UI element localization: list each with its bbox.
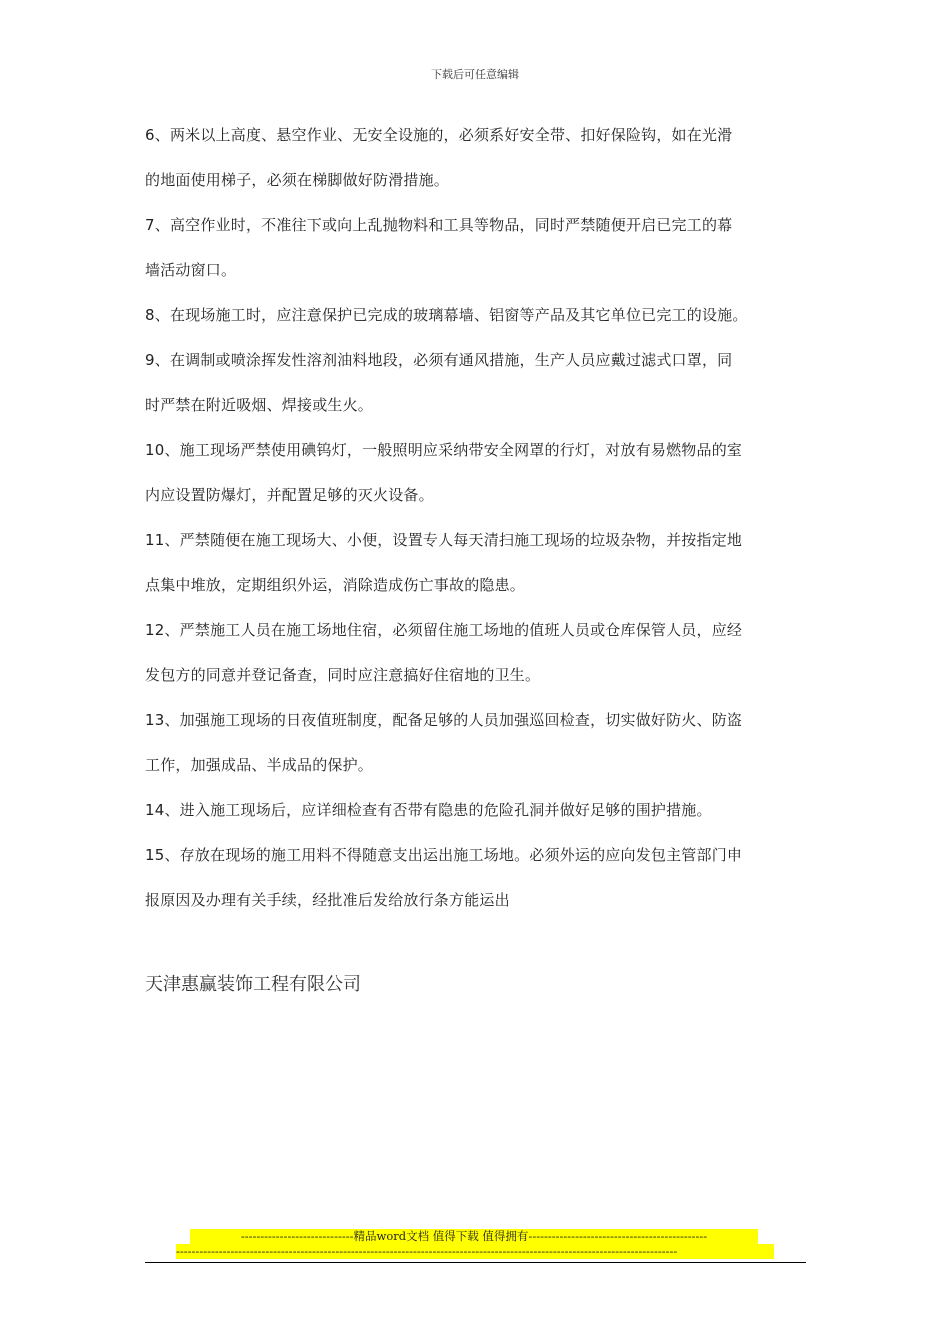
- paragraph-line: 15、存放在现场的施工用料不得随意支出运出施工场地。必须外运的应向发包主管部门申: [145, 846, 743, 864]
- paragraph-line: 的地面使用梯子，必须在梯脚做好防滑措施。: [145, 171, 450, 189]
- paragraph-line: 7、高空作业时，不准往下或向上乱抛物料和工具等物品，同时严禁随便开启已完工的幕: [145, 216, 733, 234]
- paragraph-line: 10、施工现场严禁使用碘钨灯，一般照明应采纳带安全网罩的行灯，对放有易燃物品的室: [145, 441, 743, 459]
- paragraph-line: 工作，加强成品、半成品的保护。: [145, 756, 374, 774]
- paragraph-line: 13、加强施工现场的日夜值班制度，配备足够的人员加强巡回检查，切实做好防火、防盗: [145, 711, 743, 729]
- paragraph-line: 12、严禁施工人员在施工场地住宿，必须留住施工场地的值班人员或仓库保管人员，应经: [145, 621, 743, 639]
- paragraph-line: 6、两米以上高度、悬空作业、无安全设施的，必须系好安全带、扣好保险钩，如在光滑: [145, 126, 733, 144]
- paragraph-15: [145, 844, 810, 911]
- page-header: 下载后可任意编辑: [431, 68, 519, 81]
- paragraph-line: 11、严禁随便在施工现场大、小便，设置专人每天清扫施工现场的垃圾杂物，并按指定地: [145, 531, 743, 549]
- paragraph-6: [145, 124, 810, 191]
- paragraph-7: [145, 214, 810, 281]
- paragraph-line: 14、进入施工现场后，应详细检查有否带有隐患的危险孔洞并做好足够的围护措施。: [145, 801, 712, 819]
- document-body: [145, 124, 810, 934]
- paragraph-line: 时严禁在附近吸烟、焊接或生火。: [145, 396, 374, 414]
- paragraph-line: 9、在调制或喷涂挥发性溶剂油料地段，必须有通风措施，生产人员应戴过滤式口罩，同: [145, 351, 733, 369]
- paragraph-line: 内应设置防爆灯，并配置足够的灭火设备。: [145, 486, 434, 504]
- paragraph-10: [145, 439, 810, 506]
- paragraph-line: 发包方的同意并登记备查，同时应注意搞好住宿地的卫生。: [145, 666, 541, 684]
- paragraph-12: [145, 619, 810, 686]
- paragraph-14: [145, 799, 810, 821]
- footer-banner: -----------------------------精品word文档 值得下载 值得拥有----------------------------------------------: [190, 1229, 758, 1244]
- paragraph-11: [145, 529, 810, 596]
- footer-divider: [145, 1262, 806, 1263]
- paragraph-8: [145, 304, 810, 326]
- paragraph-line: 点集中堆放，定期组织外运，消除造成伤亡事故的隐患。: [145, 576, 526, 594]
- company-name: 天津惠赢装饰工程有限公司: [145, 974, 361, 995]
- footer-dash-line: ---------------------------------------------------------------------------------------------------------------------------------: [176, 1244, 774, 1259]
- paragraph-line: 8、在现场施工时，应注意保护已完成的玻璃幕墙、铝窗等产品及其它单位已完工的设施。: [145, 306, 748, 324]
- paragraph-line: 报原因及办理有关手续，经批准后发给放行条方能运出: [145, 891, 510, 909]
- paragraph-line: 墙活动窗口。: [145, 261, 237, 279]
- paragraph-13: [145, 709, 810, 776]
- paragraph-9: [145, 349, 810, 416]
